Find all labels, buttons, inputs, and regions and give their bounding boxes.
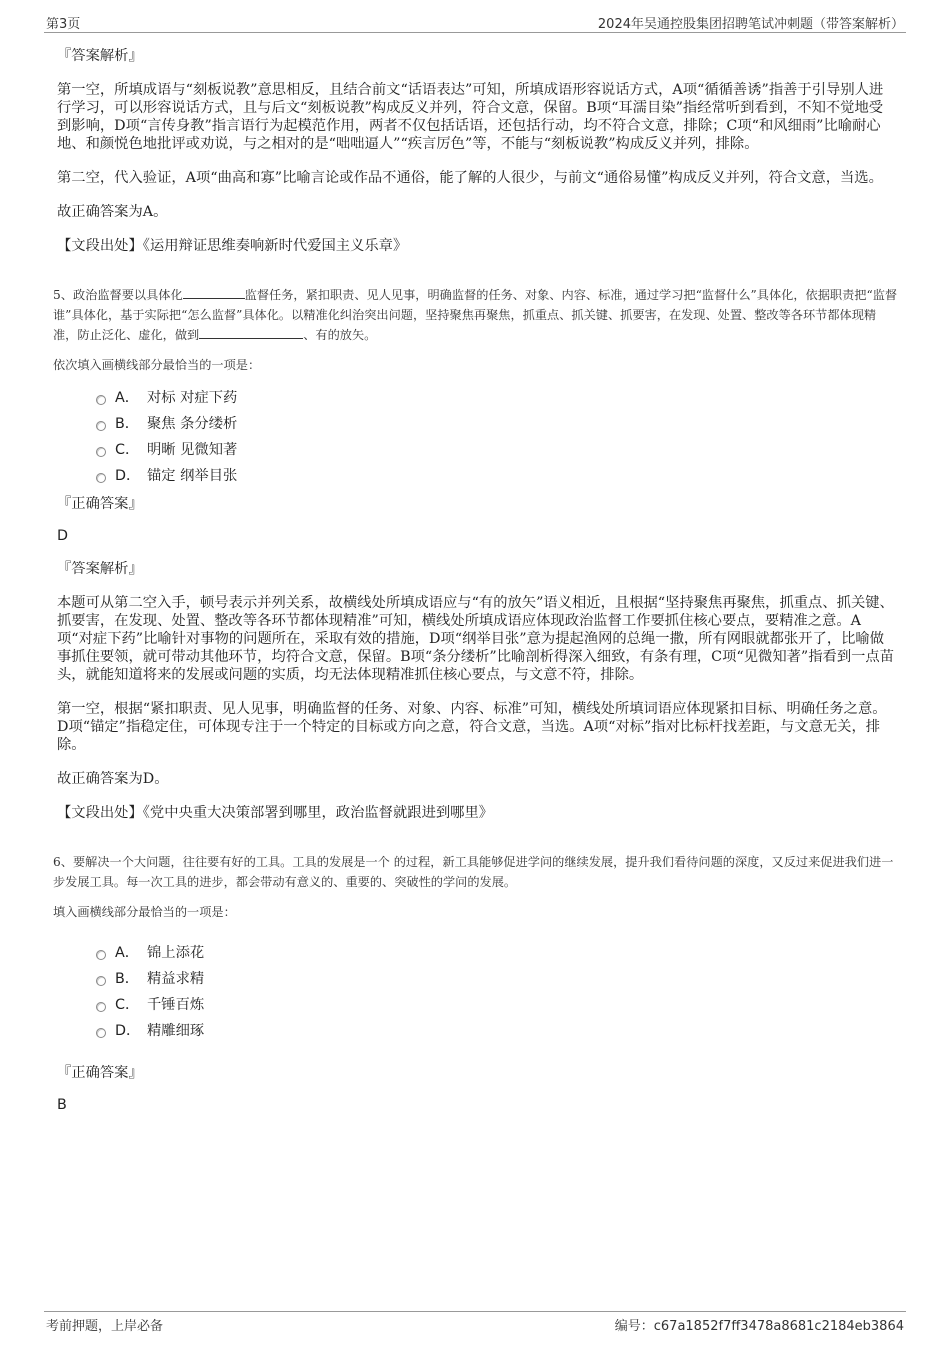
page-footer — [44, 1311, 906, 1342]
radio-icon[interactable] — [96, 1028, 106, 1038]
document-code: 编号：c67a1852f7ff3478a8681c2184eb3864 — [614, 1319, 904, 1334]
q6-options — [96, 940, 895, 1044]
page-content — [53, 47, 898, 1128]
q5-option-d[interactable]: D． 锚定 纲举目张 — [96, 463, 895, 489]
q4-source-text: 《运用辩证思维奏响新时代爱国主义乐章》 — [142, 238, 408, 254]
q5-source-label: 【文段出处】 — [57, 804, 143, 821]
q5-analysis-paragraph-2: 第一空，根据“紧扣职责、见人见事，明确监督的任务、对象、内容、标准”可知，横线处所填词语应体现紧扣目标、明确任务之意。D项“锚定”指稳定住，可体现专注于一个特定的目标或方向之意，符合文意，当选。A项“对标”指对比标杆找差距，与文意无关，排除。 — [57, 700, 887, 753]
q5-correct-label: 『正确答案』 — [57, 496, 143, 512]
page-header — [44, 10, 906, 33]
q5-blank-2 — [199, 325, 303, 339]
q5-source-text: 《党中央重大决策部署到哪里，政治监督就跟进到哪里》 — [142, 804, 494, 821]
radio-icon[interactable] — [96, 976, 106, 986]
radio-icon[interactable] — [96, 473, 106, 483]
q4-conclusion: 故正确答案为A。 — [57, 204, 168, 220]
q6-option-a[interactable]: A． 锦上添花 — [96, 940, 895, 966]
q6-correct-answer: B — [57, 1096, 67, 1113]
q4-source-label: 【文段出处】 — [57, 238, 143, 254]
q5-question-text: 5、政治监督要以具体化 监督任务，紧扣职责、见人见事，明确监督的任务、对象、内容、标准，通过学习把“监督什么”具体化，依据职责把“监督谁”具体化，基于实际把“怎么监督”具体化。以精准化纠治突出问题，坚持聚焦再聚焦，抓重点、抓关键、抓要害，在发现、处置、整改等各环节都体现精准，防止泛化、虚化，做到 、有的放矢。 — [53, 285, 899, 345]
q5-options — [96, 385, 895, 489]
radio-icon[interactable] — [96, 950, 106, 960]
q6-option-c[interactable]: C． 千锤百炼 — [96, 992, 895, 1018]
q6-correct-label: 『正确答案』 — [57, 1064, 143, 1081]
q4-analysis-paragraph-1: 第一空，所填成语与“刻板说教”意思相反，且结合前文“话语表达”可知，所填成语形容说话方式，A项“循循善诱”指善于引导别人进行学习，可以形容说话方式，且与后文“刻板说教”构成反义并列，符合文意，保留。B项“耳濡目染”指经常听到看到，不知不觉地受到影响，D项“言传身教”指言语行为起模范作用，两者不仅包括话语，还包括行动，均不符合文意，排除；C项“和风细雨”比喻耐心地、和颜悦色地批评或劝说，与之相对的是“咄咄逼人”“疾言厉色”等，不能与“刻板说教”构成反义并列，排除。 — [57, 82, 884, 152]
radio-icon[interactable] — [96, 421, 106, 431]
q6-prompt: 填入画横线部分最恰当的一项是： — [53, 904, 236, 919]
q5-option-c[interactable]: C． 明晰 见微知著 — [96, 437, 895, 463]
page-number: 第3页 — [46, 17, 81, 32]
q4-analysis-paragraph-2: 第二空，代入验证，A项“曲高和寡”比喻言论或作品不通俗，能了解的人很少，与前文“通俗易懂”构成反义并列，符合文意，当选。 — [57, 170, 883, 186]
footer-slogan: 考前押题，上岸必备 — [46, 1319, 164, 1334]
q5-option-b[interactable]: B． 聚焦 条分缕析 — [96, 411, 895, 437]
q5-conclusion: 故正确答案为D。 — [57, 770, 169, 787]
radio-icon[interactable] — [96, 395, 106, 405]
q4-source — [57, 237, 895, 255]
q6-option-b[interactable]: B． 精益求精 — [96, 966, 895, 992]
radio-icon[interactable] — [96, 447, 106, 457]
q5-prompt: 依次填入画横线部分最恰当的一项是： — [53, 358, 261, 372]
q5-blank-1 — [183, 285, 245, 299]
q6-option-d[interactable]: D． 精雕细琢 — [96, 1018, 895, 1044]
q5-analysis-label: 『答案解析』 — [57, 560, 143, 577]
document-title: 2024年吴通控股集团招聘笔试冲刺题（带答案解析） — [597, 17, 904, 32]
q5-source — [57, 804, 895, 822]
q6-question-text: 6、要解决一个大问题，往往要有好的工具。工具的发展是一个 的过程，新工具能够促进学问的继续发展，提升我们看待问题的深度，又反过来促进我们进一步发展工具。每一次工具的进步，都会带动有意义的、重要的、突破性的学问的发展。 — [53, 854, 894, 889]
q5-correct-answer: D — [57, 528, 69, 545]
q4-analysis-label: 『答案解析』 — [57, 48, 143, 64]
radio-icon[interactable] — [96, 1002, 106, 1012]
q5-option-a[interactable]: A． 对标 对症下药 — [96, 385, 895, 411]
q5-analysis-paragraph-1: 本题可从第二空入手，顿号表示并列关系，故横线处所填成语应与“有的放矢”语义相近，且根据“坚持聚焦再聚焦，抓重点、抓关键、抓要害，在发现、处置、整改等各环节都体现精准”可知，横线处所填成语应体现政治监督工作要抓住核心要点，要精准之意。A项“对症下药”比喻针对事物的问题所在，采取有效的措施，D项“纲举目张”意为提起渔网的总绳一撒，所有网眼就都张开了，比喻做事抓住要领，就可带动其他环节，均符合文意，保留。B项“条分缕析”比喻剖析得深入细致，有条有理，C项“见微知著”指看到一点苗头，就能知道将来的发展或问题的实质，均无法体现精准抓住核心要点，与文意不符，排除。 — [57, 594, 895, 683]
